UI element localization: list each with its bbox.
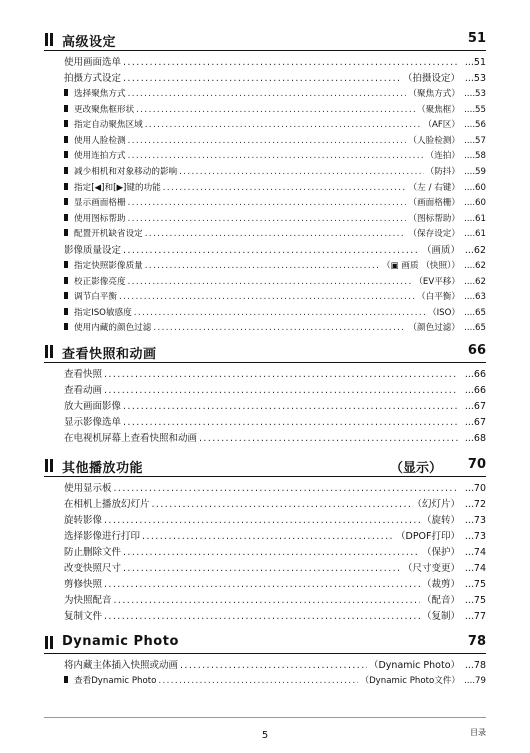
- entry-label: 查看Dynamic Photo: [74, 676, 157, 686]
- bullet-icon: [64, 120, 68, 127]
- toc-entry[interactable]: [44, 134, 486, 150]
- entry-label: 使用图标帮助: [74, 213, 126, 224]
- entry-page: ....60: [464, 182, 486, 193]
- section-header: [44, 633, 486, 654]
- section-page[interactable]: 78: [467, 634, 486, 649]
- entry-menu-ref: （连拍）: [425, 151, 460, 162]
- entry-page: ....65: [464, 323, 486, 334]
- section-marker-icon: [50, 33, 53, 46]
- entry-label: 改变快照尺寸: [64, 563, 122, 574]
- entry-page: ...78: [464, 660, 486, 671]
- entry-page: ...74: [464, 547, 486, 558]
- dot-leader: [128, 196, 407, 212]
- entry-page: ...74: [464, 563, 486, 574]
- entry-page: ...70: [464, 483, 486, 494]
- section-header: [44, 456, 486, 477]
- section-header: [44, 342, 486, 363]
- footer-toc-label[interactable]: 目录: [470, 728, 486, 737]
- entry-menu-ref: （画面格栅）: [408, 198, 460, 209]
- footer-page-number: 5: [261, 730, 269, 741]
- entry-menu-ref: （聚焦方式）: [408, 89, 460, 99]
- entry-label: 使用内藏的颜色过滤: [74, 323, 152, 334]
- section-page[interactable]: 66: [467, 343, 486, 358]
- toc-entry[interactable]: [44, 290, 486, 306]
- entry-page: ...72: [464, 499, 486, 510]
- toc-section: [44, 633, 486, 690]
- entry-menu-ref: （尺寸变更）: [402, 563, 460, 574]
- toc-entry[interactable]: [44, 383, 486, 399]
- entry-label: 选择影像进行打印: [64, 531, 141, 542]
- entry-label: 校正影像亮度: [74, 276, 126, 287]
- entry-label: 影像质量设定: [64, 244, 122, 256]
- entry-page: ....62: [464, 276, 486, 287]
- entry-page: ...53: [464, 73, 486, 84]
- entry-page: ....65: [464, 307, 486, 318]
- section-entries: [44, 481, 486, 625]
- dot-leader: [179, 165, 423, 181]
- entry-label: 更改聚焦框形状: [74, 104, 135, 115]
- section-entries: [44, 55, 486, 337]
- toc-entry[interactable]: [44, 212, 486, 228]
- entry-menu-ref: （聚焦框）: [417, 104, 460, 115]
- dot-leader: [134, 306, 426, 322]
- entry-menu-ref: （幻灯片）: [412, 499, 460, 510]
- toc-entry[interactable]: [44, 227, 486, 243]
- dot-leader: [152, 497, 411, 513]
- toc-entry[interactable]: [44, 321, 486, 337]
- entry-page: ...75: [464, 579, 486, 590]
- entry-label: 防止删除文件: [64, 547, 122, 558]
- toc-entry[interactable]: [44, 545, 486, 561]
- toc-entry[interactable]: [44, 609, 486, 625]
- entry-page: ....61: [464, 213, 486, 224]
- entry-menu-ref: （Dynamic Photo文件）: [360, 676, 460, 686]
- entry-menu-ref: （左 / 右键）: [408, 182, 460, 193]
- dot-leader: [104, 609, 420, 625]
- entry-page: ....63: [464, 292, 486, 303]
- toc-entry[interactable]: [44, 399, 486, 415]
- section-marker-icon: [45, 33, 48, 46]
- entry-label: 指定ISO敏感度: [74, 307, 132, 318]
- entry-label: 指定快照影像质量: [74, 260, 143, 271]
- entry-label: 配置开机缺省设定: [74, 229, 143, 240]
- dot-leader: [136, 103, 415, 119]
- toc-entry[interactable]: [44, 275, 486, 291]
- bullet-icon: [64, 151, 68, 158]
- entry-label: 在电视机屏幕上查看快照和动画: [64, 433, 198, 444]
- toc-entry[interactable]: [44, 431, 486, 447]
- dot-leader: [123, 55, 458, 71]
- dot-leader: [119, 290, 415, 306]
- toc-entry[interactable]: [44, 243, 486, 259]
- bullet-icon: [64, 105, 68, 112]
- section-title: Dynamic Photo: [62, 634, 179, 649]
- dot-leader: [128, 87, 407, 103]
- dot-leader: [128, 149, 424, 165]
- entry-label: 显示画面格栅: [74, 198, 126, 209]
- entry-label: 在相机上播放幻灯片: [64, 499, 150, 510]
- entry-menu-ref: （保护）: [421, 547, 460, 558]
- entry-menu-ref: （EV平移）: [414, 276, 460, 287]
- entry-label: 指定[◀]和[▶]键的功能: [74, 182, 161, 193]
- toc-entry[interactable]: [44, 165, 486, 181]
- entry-label: 复制文件: [64, 611, 103, 622]
- footer-divider: [44, 717, 486, 718]
- entry-label: 减少相机和对象移动的影响: [74, 166, 178, 177]
- entry-label: 使用显示板: [64, 483, 112, 494]
- entry-menu-ref: （人脸检测）: [408, 135, 460, 146]
- dot-leader: [145, 118, 422, 134]
- entry-label: 查看快照: [64, 369, 103, 380]
- entry-page: ....55: [464, 104, 486, 115]
- entry-label: 选择聚焦方式: [74, 89, 126, 99]
- entry-menu-ref: （白平衡）: [417, 292, 460, 303]
- entry-page: ....79: [464, 676, 486, 686]
- toc-entry[interactable]: [44, 577, 486, 593]
- dot-leader: [128, 134, 407, 150]
- toc-entry[interactable]: [44, 103, 486, 119]
- entry-page: ...75: [464, 595, 486, 606]
- section-title: 高级设定: [62, 35, 117, 50]
- section-title: 查看快照和动画: [62, 347, 157, 362]
- entry-menu-ref: （图标帮助）: [408, 213, 460, 224]
- entry-label: 使用画面选单: [64, 57, 122, 68]
- toc-entry[interactable]: [44, 658, 486, 674]
- bullet-icon: [64, 277, 68, 284]
- entry-menu-ref: （防抖）: [425, 166, 460, 177]
- dot-leader: [153, 321, 406, 337]
- section-page[interactable]: 70: [467, 457, 486, 472]
- dot-leader: [123, 71, 401, 87]
- entry-label: 剪修快照: [64, 579, 103, 590]
- section-marker-icon: [45, 636, 48, 649]
- bullet-icon: [64, 261, 68, 268]
- entry-menu-ref: （Dynamic Photo）: [368, 660, 460, 671]
- section-entries: [44, 658, 486, 690]
- dot-leader: [145, 259, 380, 275]
- entry-menu-ref: （拍摄设定）: [402, 73, 460, 84]
- bullet-icon: [64, 323, 68, 330]
- entry-menu-ref: （DPOF打印）: [396, 531, 460, 542]
- entry-label: 调节白平衡: [74, 292, 117, 303]
- bullet-icon: [64, 676, 68, 683]
- toc-entry[interactable]: [44, 87, 486, 103]
- entry-menu-ref: （AF区）: [423, 120, 460, 131]
- bullet-icon: [64, 167, 68, 174]
- section-marker-icon: [50, 345, 53, 358]
- entry-label: 指定自动聚焦区域: [74, 120, 143, 131]
- toc-entry[interactable]: [44, 149, 486, 165]
- entry-label: 查看动画: [64, 385, 103, 396]
- bullet-icon: [64, 229, 68, 236]
- entry-menu-ref: （▣ 画质 （快照））: [381, 260, 460, 271]
- dot-leader: [158, 674, 358, 690]
- dot-leader: [123, 545, 420, 561]
- dot-leader: [123, 399, 458, 415]
- bullet-icon: [64, 136, 68, 143]
- entry-menu-ref: （裁剪）: [421, 579, 460, 590]
- entry-label: 拍摄方式设定: [64, 73, 122, 84]
- section-page[interactable]: 51: [467, 31, 486, 46]
- dot-leader: [123, 415, 458, 431]
- toc-entry[interactable]: [44, 561, 486, 577]
- toc-entry[interactable]: [44, 259, 486, 275]
- entry-label: 使用人脸检测: [74, 135, 126, 146]
- toc-entry[interactable]: [44, 513, 486, 529]
- toc-section: [44, 30, 486, 337]
- toc-entry[interactable]: [44, 415, 486, 431]
- toc-entry[interactable]: [44, 71, 486, 87]
- entry-page: ...66: [464, 385, 486, 396]
- entry-menu-ref: （保存设定）: [408, 229, 460, 240]
- entry-label: 为快照配音: [64, 595, 112, 606]
- entry-menu-ref: （画质）: [421, 244, 460, 256]
- entry-menu-ref: （ISO）: [428, 307, 460, 318]
- toc-entry[interactable]: [44, 55, 486, 71]
- section-entries: [44, 367, 486, 447]
- entry-page: ...62: [464, 244, 486, 256]
- section-header: [44, 30, 486, 51]
- entry-page: ...66: [464, 369, 486, 380]
- toc-entry[interactable]: [44, 181, 486, 197]
- section-mode-label: （显示）: [389, 461, 442, 476]
- dot-leader: [104, 367, 458, 383]
- entry-page: ....59: [464, 166, 486, 177]
- bullet-icon: [64, 292, 68, 299]
- entry-label: 将内藏主体插入快照或动画: [64, 660, 179, 671]
- toc-entry[interactable]: [44, 306, 486, 322]
- toc-entry[interactable]: [44, 118, 486, 134]
- dot-leader: [114, 481, 458, 497]
- entry-page: ....56: [464, 120, 486, 131]
- dot-leader: [123, 561, 401, 577]
- dot-leader: [104, 513, 420, 529]
- entry-menu-ref: （配音）: [421, 595, 460, 606]
- entry-label: 使用连拍方式: [74, 151, 126, 162]
- entry-menu-ref: （复制）: [421, 611, 460, 622]
- entry-page: ...68: [464, 433, 486, 444]
- entry-page: ...73: [464, 515, 486, 526]
- entry-page: ....61: [464, 229, 486, 240]
- toc-entry[interactable]: [44, 593, 486, 609]
- section-title: 其他播放功能: [62, 461, 144, 476]
- bullet-icon: [64, 89, 68, 96]
- toc-section: [44, 342, 486, 447]
- entry-menu-ref: （旋转）: [421, 515, 460, 526]
- toc-entry[interactable]: [44, 529, 486, 545]
- entry-page: ...73: [464, 531, 486, 542]
- dot-leader: [128, 275, 413, 291]
- toc-entry[interactable]: [44, 481, 486, 497]
- entry-page: ....58: [464, 151, 486, 162]
- bullet-icon: [64, 308, 68, 315]
- toc-entry[interactable]: [44, 674, 486, 690]
- dot-leader: [104, 577, 420, 593]
- dot-leader: [180, 658, 367, 674]
- bullet-icon: [64, 198, 68, 205]
- entry-page: ...51: [464, 57, 486, 68]
- entry-page: ...67: [464, 417, 486, 428]
- entry-page: ....53: [464, 89, 486, 99]
- dot-leader: [142, 529, 394, 545]
- entry-page: ....62: [464, 260, 486, 271]
- toc-entry[interactable]: [44, 196, 486, 212]
- section-marker-icon: [45, 345, 48, 358]
- dot-leader: [123, 243, 420, 259]
- entry-label: 放大画面影像: [64, 401, 122, 412]
- dot-leader: [104, 383, 458, 399]
- dot-leader: [128, 212, 407, 228]
- section-marker-icon: [45, 459, 48, 472]
- dot-leader: [163, 181, 407, 197]
- entry-page: ....57: [464, 135, 486, 146]
- toc-entry[interactable]: [44, 497, 486, 513]
- entry-menu-ref: （颜色过滤）: [408, 323, 460, 334]
- bullet-icon: [64, 183, 68, 190]
- entry-page: ....60: [464, 198, 486, 209]
- toc-section: [44, 456, 486, 625]
- dot-leader: [145, 227, 407, 243]
- entry-page: ...67: [464, 401, 486, 412]
- dot-leader: [114, 593, 420, 609]
- entry-label: 显示影像选单: [64, 417, 122, 428]
- entry-label: 旋转影像: [64, 515, 103, 526]
- dot-leader: [199, 431, 458, 447]
- entry-page: ...77: [464, 611, 486, 622]
- section-marker-icon: [50, 636, 53, 649]
- section-marker-icon: [50, 459, 53, 472]
- toc-entry[interactable]: [44, 367, 486, 383]
- bullet-icon: [64, 214, 68, 221]
